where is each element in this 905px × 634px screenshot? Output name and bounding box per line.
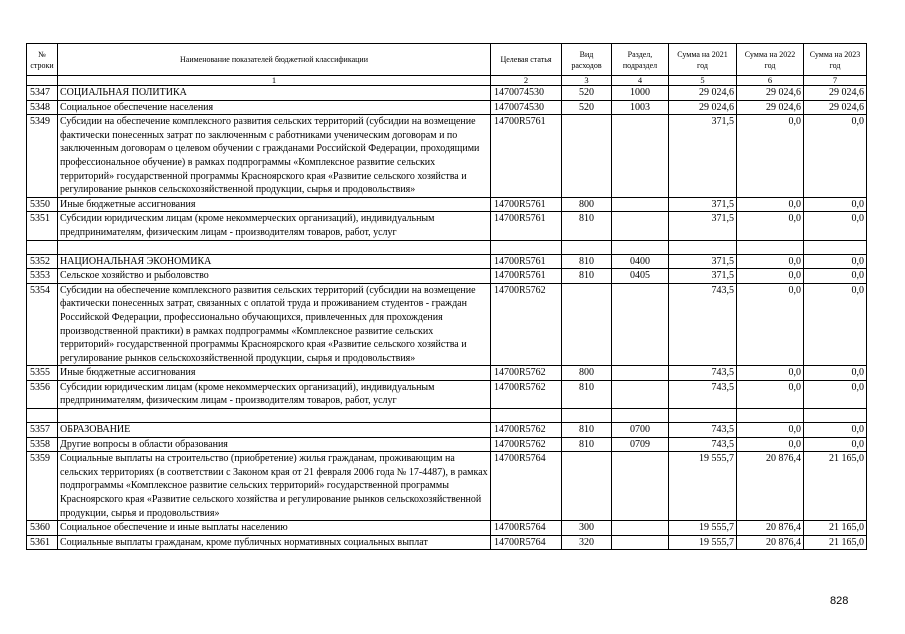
header-target: Целевая статья: [491, 44, 562, 76]
row-sum-2021: 743,5: [669, 283, 737, 366]
row-sum-2021: 19 555,7: [669, 521, 737, 536]
row-section: 1000: [612, 86, 669, 101]
row-sum-2023: 29 024,6: [804, 86, 867, 101]
table-row: [27, 521, 867, 536]
row-target-article: 1470074530: [491, 86, 562, 101]
row-sum-2022: 0,0: [737, 212, 804, 240]
row-sum-2022: 0,0: [737, 254, 804, 269]
row-sum-2021: 371,5: [669, 197, 737, 212]
row-sum-2022: 0,0: [737, 115, 804, 198]
table-row: [27, 452, 867, 521]
row-target-article: 14700R5762: [491, 366, 562, 381]
row-sum-2022: 0,0: [737, 437, 804, 452]
colnum: 1: [58, 76, 491, 86]
row-sum-2021: 371,5: [669, 115, 737, 198]
empty-cell: [804, 409, 867, 423]
row-sum-2022: 0,0: [737, 380, 804, 408]
row-name: Субсидии на обеспечение комплексного развития сельских территорий (субсидии на возмещение фактически понесенных затрат по заключенным с работниками ученическим договорам и по заключенным договорам о целевом обучении с гражданами Российской Федерации, проходящими профессиональное обучение) в рамках подпрограммы «Комплексное развитие сельских территорий» государственной программы Красноярского края «Развитие сельского хозяйства и регулирование рынков сельскохозяйственной продукции, сырья и продовольствия»: [58, 115, 491, 198]
row-sum-2022: 0,0: [737, 283, 804, 366]
row-target-article: 14700R5762: [491, 423, 562, 438]
row-expense-kind: 300: [562, 521, 612, 536]
row-expense-kind: [562, 452, 612, 521]
empty-cell: [491, 240, 562, 254]
row-number: 5348: [27, 100, 58, 115]
row-name: Субсидии на обеспечение комплексного развития сельских территорий (субсидии на возмещение фактически понесенных затрат, связанных с оплатой труда и проживанием студентов - граждан Российской Федерации, профессионально обучающихся, привлеченных для прохождения производственной практики) в рамках подпрограммы «Комплексное развитие сельских территорий» государственной программы Красноярского края «Развитие сельского хозяйства и регулирование рынков сельскохозяйственной продукции, сырья и продовольствия»: [58, 283, 491, 366]
row-sum-2021: 19 555,7: [669, 535, 737, 550]
colnum: 4: [612, 76, 669, 86]
row-sum-2021: 743,5: [669, 366, 737, 381]
row-expense-kind: 520: [562, 100, 612, 115]
spacer-row: [27, 409, 867, 423]
row-section: [612, 535, 669, 550]
row-expense-kind: 810: [562, 380, 612, 408]
budget-table: [26, 43, 867, 550]
row-section: 0700: [612, 423, 669, 438]
column-numbers-row: [27, 76, 867, 86]
row-target-article: 14700R5764: [491, 521, 562, 536]
row-sum-2023: 0,0: [804, 366, 867, 381]
row-target-article: 14700R5761: [491, 212, 562, 240]
row-name: Сельское хозяйство и рыболовство: [58, 269, 491, 284]
empty-cell: [737, 240, 804, 254]
row-target-article: 14700R5761: [491, 115, 562, 198]
colnum: 3: [562, 76, 612, 86]
empty-cell: [612, 409, 669, 423]
row-name: ОБРАЗОВАНИЕ: [58, 423, 491, 438]
row-target-article: 14700R5762: [491, 437, 562, 452]
row-section: [612, 380, 669, 408]
row-sum-2022: 0,0: [737, 423, 804, 438]
row-sum-2023: 0,0: [804, 212, 867, 240]
row-number: 5353: [27, 269, 58, 284]
row-target-article: 14700R5761: [491, 197, 562, 212]
header-sum-2023: Сумма на 2023 год: [804, 44, 867, 76]
row-target-article: 14700R5761: [491, 269, 562, 284]
row-name: Социальные выплаты на строительство (приобретение) жилья гражданам, проживающим на сельских территориях (в соответствии с Законом края от 21 февраля 2006 года № 17-4487), в рамках подпрограммы «Комплексное развитие сельских территорий» государственной программы Красноярского края «Развитие сельского хозяйства и регулирование рынков сельскохозяйственной продукции, сырья и продовольствия»: [58, 452, 491, 521]
row-sum-2022: 0,0: [737, 197, 804, 212]
header-sum-2022: Сумма на 2022 год: [737, 44, 804, 76]
row-section: [612, 521, 669, 536]
row-sum-2023: 0,0: [804, 269, 867, 284]
row-target-article: 14700R5764: [491, 452, 562, 521]
table-row: [27, 437, 867, 452]
row-sum-2022: 20 876,4: [737, 535, 804, 550]
row-sum-2022: 29 024,6: [737, 100, 804, 115]
row-target-article: 14700R5764: [491, 535, 562, 550]
row-number: 5359: [27, 452, 58, 521]
row-sum-2023: 0,0: [804, 380, 867, 408]
colnum: 2: [491, 76, 562, 86]
row-expense-kind: 520: [562, 86, 612, 101]
row-name: Социальные выплаты гражданам, кроме публичных нормативных социальных выплат: [58, 535, 491, 550]
colnum: [27, 76, 58, 86]
header-section: Раздел, подраздел: [612, 44, 669, 76]
row-sum-2021: 29 024,6: [669, 100, 737, 115]
row-expense-kind: 810: [562, 437, 612, 452]
table-row: [27, 423, 867, 438]
row-number: 5361: [27, 535, 58, 550]
table-row: [27, 380, 867, 408]
page-number: 828: [830, 595, 849, 607]
spacer-row: [27, 240, 867, 254]
table-row: [27, 535, 867, 550]
document-page: [26, 43, 866, 550]
row-sum-2023: 0,0: [804, 115, 867, 198]
row-section: [612, 197, 669, 212]
header-name: Наименование показателей бюджетной классификации: [58, 44, 491, 76]
row-section: 1003: [612, 100, 669, 115]
row-number: 5352: [27, 254, 58, 269]
empty-cell: [491, 409, 562, 423]
row-sum-2022: 20 876,4: [737, 521, 804, 536]
row-name: Субсидии юридическим лицам (кроме некоммерческих организаций), индивидуальным предпринимателям, физическим лицам - производителям товаров, работ, услуг: [58, 212, 491, 240]
row-sum-2021: 743,5: [669, 423, 737, 438]
row-number: 5357: [27, 423, 58, 438]
row-target-article: 14700R5761: [491, 254, 562, 269]
empty-cell: [58, 240, 491, 254]
row-sum-2022: 0,0: [737, 366, 804, 381]
empty-cell: [737, 409, 804, 423]
row-section: 0709: [612, 437, 669, 452]
row-expense-kind: 800: [562, 366, 612, 381]
row-sum-2022: 20 876,4: [737, 452, 804, 521]
row-name: СОЦИАЛЬНАЯ ПОЛИТИКА: [58, 86, 491, 101]
row-sum-2021: 743,5: [669, 437, 737, 452]
row-name: Социальное обеспечение населения: [58, 100, 491, 115]
row-number: 5347: [27, 86, 58, 101]
row-sum-2023: 21 165,0: [804, 535, 867, 550]
row-name: Иные бюджетные ассигнования: [58, 197, 491, 212]
header-sum-2021: Сумма на 2021 год: [669, 44, 737, 76]
row-sum-2023: 21 165,0: [804, 452, 867, 521]
empty-cell: [562, 240, 612, 254]
row-name: Субсидии юридическим лицам (кроме некоммерческих организаций), индивидуальным предпринимателям, физическим лицам - производителям товаров, работ, услуг: [58, 380, 491, 408]
table-body: [27, 86, 867, 550]
row-expense-kind: [562, 115, 612, 198]
header-row-no: № строки: [27, 44, 58, 76]
row-sum-2023: 0,0: [804, 423, 867, 438]
row-sum-2023: 0,0: [804, 283, 867, 366]
row-number: 5358: [27, 437, 58, 452]
table-row: [27, 283, 867, 366]
row-target-article: 1470074530: [491, 100, 562, 115]
row-expense-kind: 810: [562, 269, 612, 284]
table-row: [27, 86, 867, 101]
row-number: 5349: [27, 115, 58, 198]
row-sum-2023: 0,0: [804, 437, 867, 452]
row-number: 5350: [27, 197, 58, 212]
empty-cell: [58, 409, 491, 423]
empty-cell: [804, 240, 867, 254]
row-target-article: 14700R5762: [491, 283, 562, 366]
empty-cell: [562, 409, 612, 423]
empty-cell: [669, 409, 737, 423]
colnum: 6: [737, 76, 804, 86]
colnum: 5: [669, 76, 737, 86]
row-number: 5354: [27, 283, 58, 366]
table-row: [27, 115, 867, 198]
table-row: [27, 212, 867, 240]
header-kind: Вид расходов: [562, 44, 612, 76]
table-row: [27, 366, 867, 381]
row-section: [612, 366, 669, 381]
row-sum-2023: 0,0: [804, 254, 867, 269]
row-name: НАЦИОНАЛЬНАЯ ЭКОНОМИКА: [58, 254, 491, 269]
row-number: 5360: [27, 521, 58, 536]
table-row: [27, 269, 867, 284]
row-name: Другие вопросы в области образования: [58, 437, 491, 452]
row-sum-2023: 21 165,0: [804, 521, 867, 536]
row-sum-2023: 29 024,6: [804, 100, 867, 115]
row-sum-2021: 371,5: [669, 212, 737, 240]
row-expense-kind: [562, 283, 612, 366]
row-sum-2023: 0,0: [804, 197, 867, 212]
table-row: [27, 100, 867, 115]
row-section: [612, 115, 669, 198]
row-expense-kind: 810: [562, 423, 612, 438]
row-target-article: 14700R5762: [491, 380, 562, 408]
row-section: 0400: [612, 254, 669, 269]
header-row: [27, 44, 867, 76]
row-sum-2021: 371,5: [669, 269, 737, 284]
row-section: [612, 212, 669, 240]
row-section: [612, 283, 669, 366]
row-section: 0405: [612, 269, 669, 284]
row-section: [612, 452, 669, 521]
row-number: 5356: [27, 380, 58, 408]
row-sum-2021: 743,5: [669, 380, 737, 408]
row-expense-kind: 320: [562, 535, 612, 550]
row-sum-2021: 371,5: [669, 254, 737, 269]
empty-cell: [669, 240, 737, 254]
empty-cell: [27, 240, 58, 254]
row-expense-kind: 800: [562, 197, 612, 212]
row-sum-2022: 29 024,6: [737, 86, 804, 101]
table-row: [27, 254, 867, 269]
row-expense-kind: 810: [562, 254, 612, 269]
row-number: 5355: [27, 366, 58, 381]
row-expense-kind: 810: [562, 212, 612, 240]
row-sum-2021: 19 555,7: [669, 452, 737, 521]
table-row: [27, 197, 867, 212]
empty-cell: [612, 240, 669, 254]
row-sum-2022: 0,0: [737, 269, 804, 284]
row-name: Социальное обеспечение и иные выплаты населению: [58, 521, 491, 536]
row-sum-2021: 29 024,6: [669, 86, 737, 101]
empty-cell: [27, 409, 58, 423]
row-number: 5351: [27, 212, 58, 240]
row-name: Иные бюджетные ассигнования: [58, 366, 491, 381]
colnum: 7: [804, 76, 867, 86]
